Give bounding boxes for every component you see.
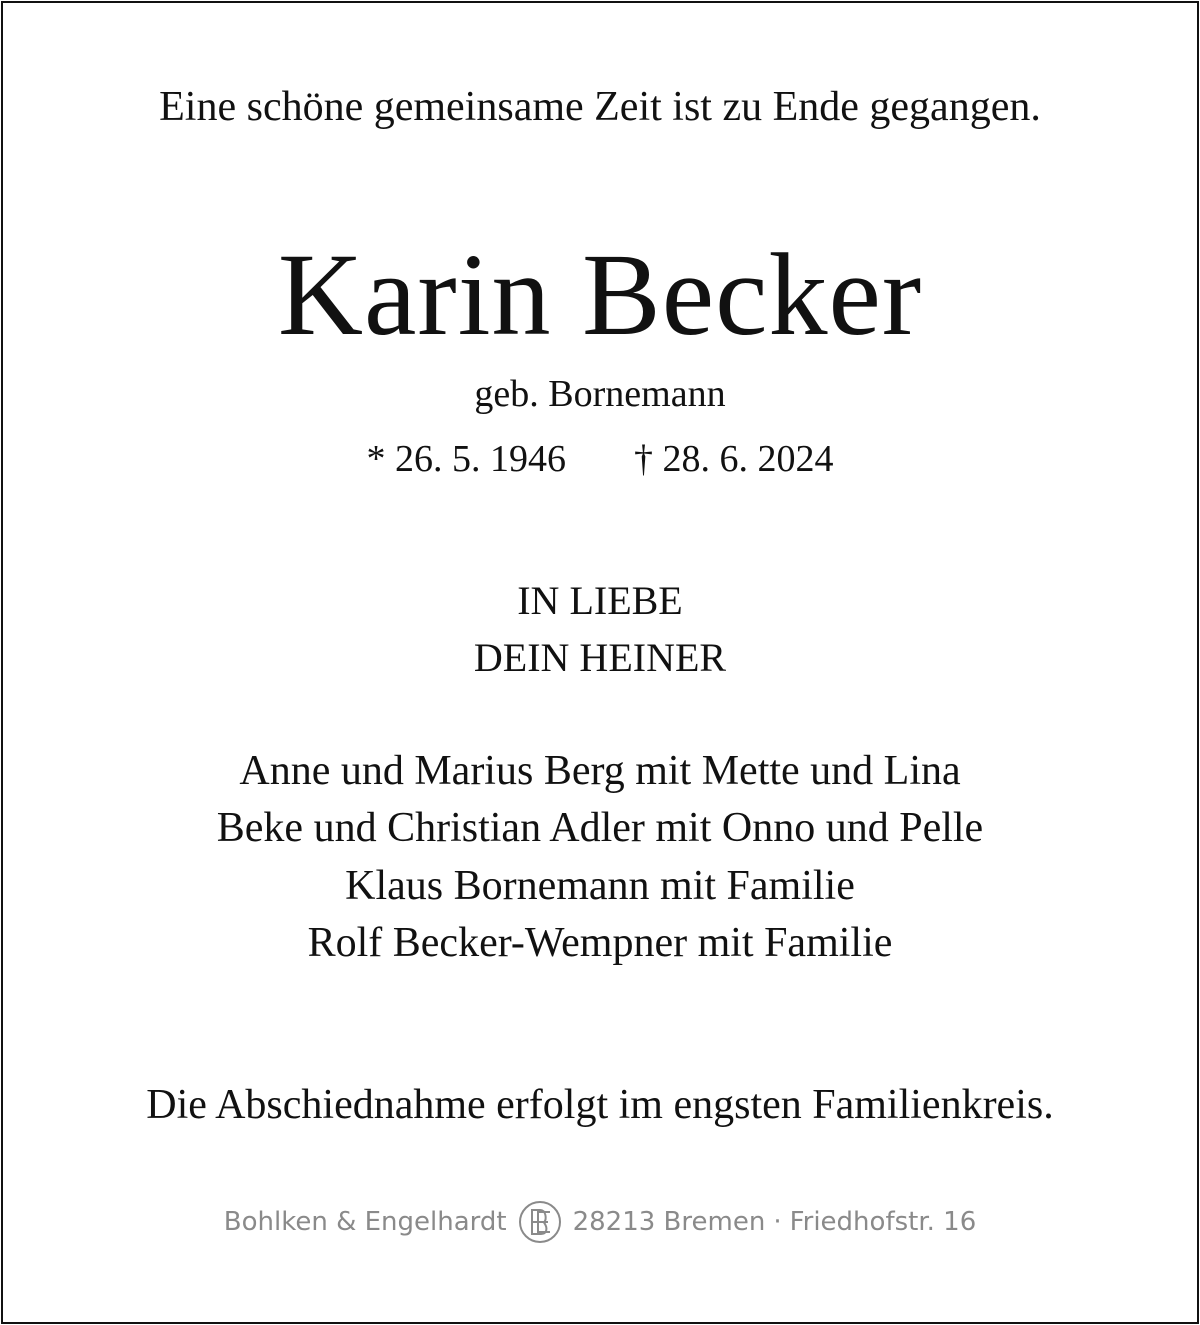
death-date: † 28. 6. 2024 [634, 438, 834, 480]
mourner-line: Beke und Christian Adler mit Onno und Pelle [216, 805, 984, 851]
intro-text: Eine schöne gemeinsame Zeit ist zu Ende gegangen. [159, 84, 1041, 130]
deceased-name: Karin Becker [277, 229, 923, 360]
signature-line-2: DEIN HEINER [473, 635, 727, 680]
birth-date: * 26. 5. 1946 [366, 438, 566, 480]
be-monogram-logo-icon [517, 1199, 563, 1245]
life-dates [0, 440, 1200, 478]
mourner-line: Rolf Becker-Wempner mit Familie [307, 920, 893, 966]
signature-line-1: IN LIEBE [517, 578, 683, 623]
farewell-text: Die Abschiednahme erfolgt im engsten Familienkreis. [146, 1082, 1054, 1128]
maiden-name: geb. Bornemann [474, 373, 726, 415]
mourner-line: Klaus Bornemann mit Familie [345, 863, 855, 909]
mourner-line: Anne und Marius Berg mit Mette und Lina [239, 748, 961, 794]
funeral-home-name: Bohlken & Engelhardt [223, 1207, 507, 1237]
funeral-home-city: 28213 Bremen [572, 1207, 766, 1237]
funeral-home-street: Friedhofstr. 16 [789, 1207, 977, 1237]
footer-separator: · [773, 1207, 782, 1237]
funeral-home-footer [0, 1198, 1200, 1246]
